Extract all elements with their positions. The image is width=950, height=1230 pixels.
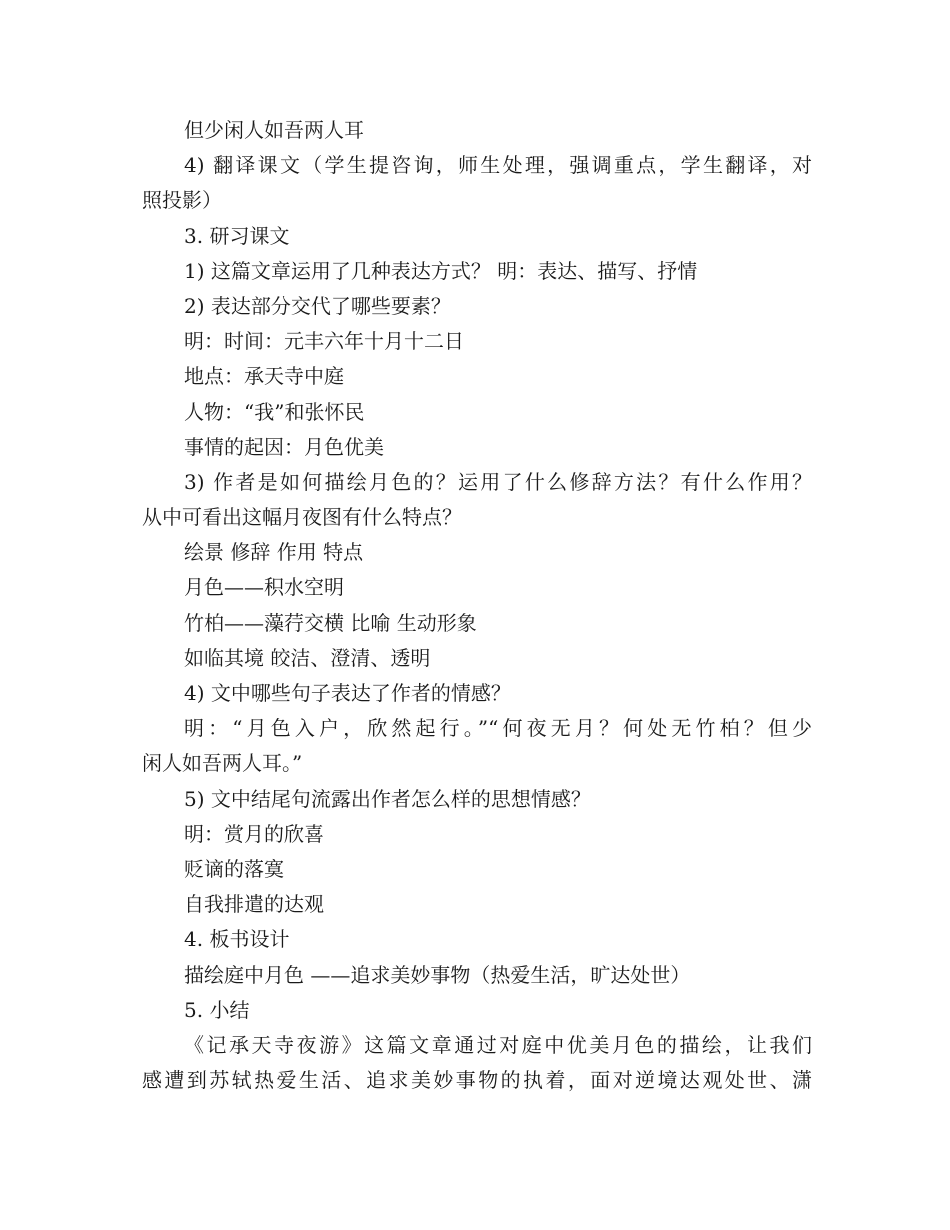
text-line: 4) 文中哪些句子表达了作者的情感？: [184, 681, 511, 705]
document-body: [142, 113, 812, 1098]
text-line: 从中可看出这幅月夜图有什么特点？: [142, 505, 462, 530]
text-line: 4) 翻译课文（学生提咨询，师生处理，强调重点，学生翻译，对: [184, 153, 812, 178]
text-line: 3) 作者是如何描绘月色的？运用了什么修辞方法？有什么作用？: [184, 469, 812, 494]
section-heading: 5. 小结: [184, 997, 250, 1022]
text-line: 5) 文中结尾句流露出作者怎么样的思想情感？: [184, 786, 591, 811]
text-line: 明：赏月的欣喜: [184, 821, 324, 846]
text-line: 但少闲人如吾两人耳: [184, 118, 364, 142]
text-line: 感遭到苏轼热爱生活、追求美妙事物的执着，面对逆境达观处世、潇: [142, 1068, 812, 1093]
text-line: 闲人如吾两人耳。”: [142, 751, 303, 776]
text-line: 月色——积水空明: [184, 575, 344, 600]
section-heading: 4. 板书设计: [184, 927, 290, 952]
text-line: 地点：承天寺中庭: [184, 364, 344, 389]
text-line: 人物：“我”和张怀民: [184, 399, 365, 424]
text-line: 《记承天寺夜游》这篇文章通过对庭中优美月色的描绘，让我们: [184, 1032, 812, 1057]
section-heading: 3. 研习课文: [184, 223, 290, 248]
text-line: 贬谪的落寞: [184, 856, 284, 881]
text-line: 事情的起因：月色优美: [184, 434, 384, 459]
text-line: 2) 表达部分交代了哪些要素？: [184, 293, 451, 318]
text-line: 自我排遣的达观: [184, 892, 324, 917]
text-line: 1) 这篇文章运用了几种表达方式？ 明：表达、描写、抒情: [184, 258, 698, 283]
text-line: 绘景 修辞 作用 特点: [184, 540, 364, 565]
text-line: 竹柏——藻荇交横 比喻 生动形象: [184, 610, 477, 635]
text-line: 明：时间：元丰六年十月十二日: [184, 329, 464, 354]
text-line: 明：“月色入户，欣然起行。”“何夜无月？何处无竹柏？但少: [184, 716, 812, 741]
text-line: 如临其境 皎洁、澄清、透明: [184, 645, 431, 670]
text-line: 描绘庭中月色 ——追求美妙事物（热爱生活，旷达处世）: [184, 962, 691, 987]
text-line: 照投影）: [142, 188, 222, 213]
